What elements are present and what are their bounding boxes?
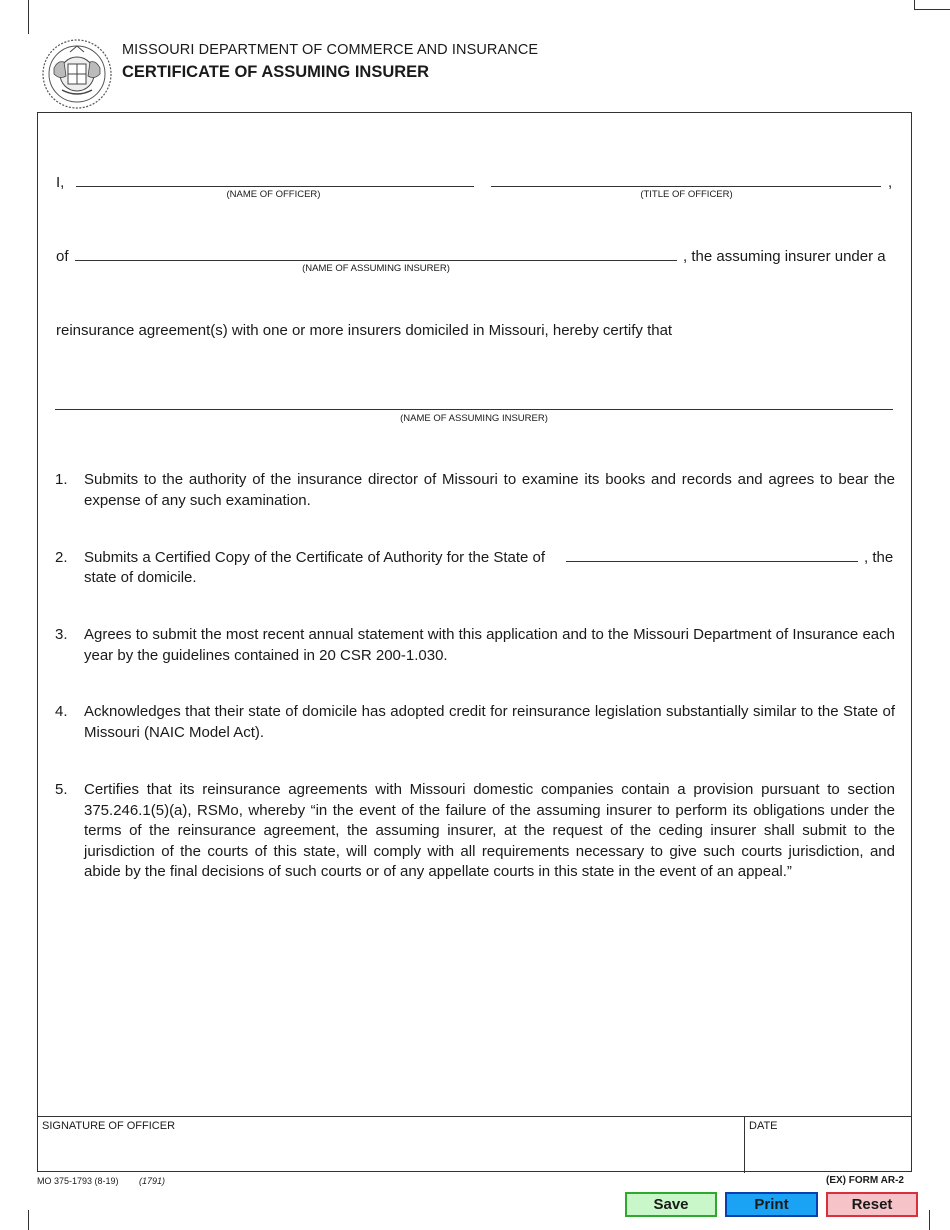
- form-title: CERTIFICATE OF ASSUMING INSURER: [122, 63, 430, 81]
- item-text: Submits a Certified Copy of the Certificate of Authority for the State of: [84, 549, 546, 566]
- officer-title-caption: (TITLE OF OFFICER): [640, 189, 733, 200]
- date-field[interactable]: [747, 1137, 909, 1171]
- item-text: Certifies that its reinsurance agreements with Missouri domestic companies contain a provision pursuant to section 375.246.1(5)(a), RSMo, whereby “in the event of the failure of the assuming insurer to perform its obligations under the terms of the reinsurance agreement, the assuming insurer, at the request of the ceding insurer shall submit to the jurisdiction of the courts of this state, will comply with all requirements necessary to give such courts jurisdiction, and abide by the final decisions of such courts or of any appellate courts in this state in the event of an appeal.”: [84, 781, 895, 880]
- signature-label: SIGNATURE OF OFFICER: [42, 1120, 176, 1132]
- crop-mark: [28, 0, 29, 34]
- line1-comma: ,: [888, 174, 893, 191]
- certify-statement: reinsurance agreement(s) with one or more insurers domiciled in Missouri, hereby certify that: [56, 322, 673, 339]
- assuming-insurer-caption: (NAME OF ASSUMING INSURER): [302, 263, 450, 274]
- form-code: (1791): [139, 1176, 166, 1186]
- signature-row: [37, 1116, 912, 1172]
- print-button[interactable]: Print: [725, 1192, 818, 1217]
- item-number: 3.: [55, 626, 68, 643]
- item-text-suffix: , the: [864, 549, 894, 566]
- form-name: (EX) FORM AR-2: [826, 1175, 904, 1186]
- assuming-insurer-name-field[interactable]: [75, 260, 677, 261]
- crop-mark: [28, 1210, 29, 1230]
- crop-mark: [914, 9, 950, 10]
- list-item: [55, 548, 895, 589]
- list-item: [55, 780, 895, 883]
- item-text-line2: state of domicile.: [84, 569, 197, 586]
- assuming-insurer-name-field-2[interactable]: [55, 409, 893, 410]
- state-seal-icon: [40, 38, 114, 110]
- officer-name-caption: (NAME OF OFFICER): [226, 189, 321, 200]
- item-text: Acknowledges that their state of domicile has adopted credit for reinsurance legislation substantially similar to the State of Missouri (NAIC Model Act).: [84, 703, 895, 741]
- list-item: [55, 702, 895, 743]
- item-number: 4.: [55, 703, 68, 720]
- signature-divider: [744, 1117, 745, 1173]
- item-number: 2.: [55, 549, 68, 566]
- officer-name-field[interactable]: [76, 186, 474, 187]
- crop-mark: [929, 1210, 930, 1230]
- reset-button[interactable]: Reset: [826, 1192, 918, 1217]
- officer-title-field[interactable]: [491, 186, 881, 187]
- item-text: Submits to the authority of the insurance director of Missouri to examine its books and records and agrees to bear the expense of any such examination.: [84, 471, 895, 509]
- list-item: [55, 625, 895, 666]
- assuming-insurer-caption-2: (NAME OF ASSUMING INSURER): [400, 413, 548, 424]
- item-number: 5.: [55, 781, 68, 798]
- date-label: DATE: [749, 1120, 778, 1132]
- line2-prefix: of: [56, 248, 69, 265]
- line2-suffix: , the assuming insurer under a: [683, 248, 886, 265]
- item-text: Agrees to submit the most recent annual statement with this application and to the Missouri Department of Insurance each year by the guidelines contained in 20 CSR 200-1.030.: [84, 626, 895, 664]
- list-item: [55, 470, 895, 511]
- signature-field[interactable]: [38, 1137, 742, 1171]
- form-id: MO 375-1793 (8-19): [37, 1176, 119, 1186]
- line1-prefix: I,: [56, 174, 65, 191]
- item-number: 1.: [55, 471, 68, 488]
- save-button[interactable]: Save: [625, 1192, 717, 1217]
- state-of-domicile-field[interactable]: [566, 561, 858, 562]
- agency-name: MISSOURI DEPARTMENT OF COMMERCE AND INSURANCE: [122, 42, 539, 58]
